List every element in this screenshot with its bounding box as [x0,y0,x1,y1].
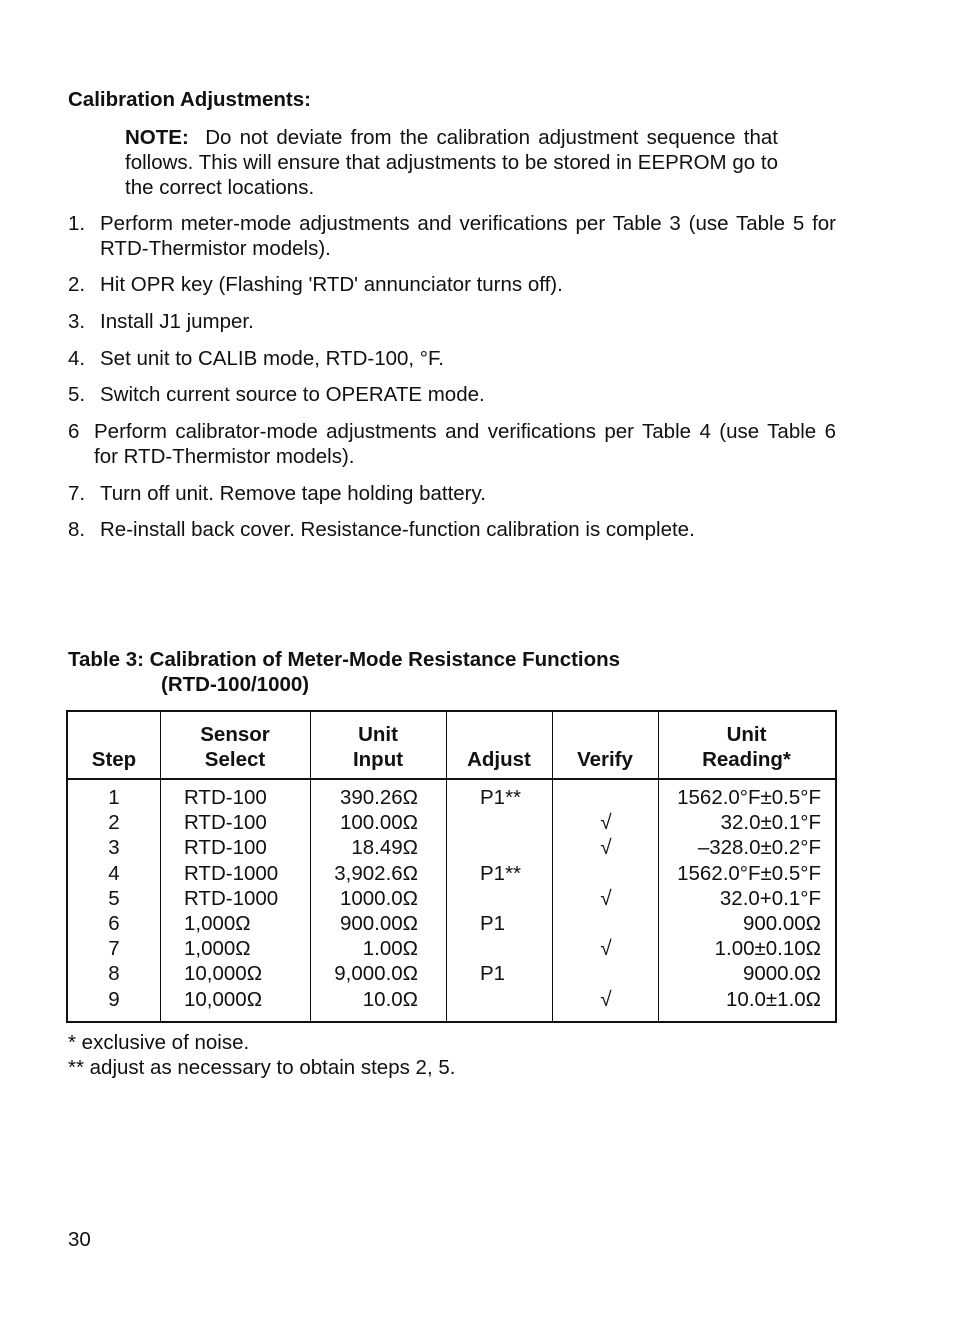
cell-sensor: 1,000Ω [184,937,251,961]
table-row [68,810,835,835]
list-item [68,419,836,469]
step-number: 7. [68,482,86,505]
note-paragraph [125,125,778,200]
list-item [68,382,836,407]
cell-verify: √ [600,836,612,860]
cell-reading: 10.0±1.0Ω [726,987,821,1011]
cell-step: 7 [108,937,120,961]
cell-reading: 1562.0°F±0.5°F [677,861,821,885]
header-divider [68,778,835,780]
cell-reading: 9000.0Ω [742,962,821,986]
footnote: ** adjust as necessary to obtain steps 2, 5. [68,1056,456,1079]
cell-sensor: RTD-100 [184,811,267,835]
step-number: 8. [68,518,86,541]
cell-step: 8 [108,962,120,986]
step-number: 4. [68,347,86,370]
cell-step: 5 [108,886,120,910]
table-caption [68,647,620,697]
cell-sensor: RTD-1000 [184,886,279,910]
table-row [68,835,835,860]
table-row [68,911,835,936]
step-number: 1. [68,212,86,235]
table-row [68,886,835,911]
footnote: * exclusive of noise. [68,1031,250,1054]
header-line: Unit [358,723,398,746]
step-text: Set unit to CALIB mode, RTD-100, °F. [100,347,444,370]
header-line: Select [204,748,266,771]
cell-input: 18.49Ω [351,836,418,860]
section-heading: Calibration Adjustments: [68,88,311,111]
cell-reading: 32.0+0.1°F [719,886,821,910]
cell-reading: 32.0±0.1°F [720,811,821,835]
step-text: Switch current source to OPERATE mode. [100,383,485,406]
cell-adjust: P1** [480,786,522,809]
cell-verify: √ [600,886,612,910]
cell-reading: –328.0±0.2°F [697,836,821,860]
table-row [68,785,835,810]
note-text: Do not deviate from the calibration adjustment sequence that follows. This will ensure that adjustments to be stored in EEPROM go to the correct locations. [125,126,778,199]
step-text: Re-install back cover. Resistance-function calibration is complete. [100,518,695,541]
page-number: 30 [68,1228,91,1251]
table-row [68,987,835,1012]
cell-sensor: 10,000Ω [184,987,263,1011]
cell-input: 1.00Ω [362,937,418,961]
table-caption-line: (RTD-100/1000) [161,673,310,696]
cell-input: 100.00Ω [339,811,418,835]
step-number: 3. [68,310,86,333]
cell-sensor: 1,000Ω [184,912,251,935]
cell-sensor: 10,000Ω [184,962,263,986]
table-row [68,961,835,986]
list-item [68,272,836,297]
cell-verify: √ [600,937,612,961]
cell-step: 3 [108,836,120,860]
table-row [68,861,835,886]
cell-step: 2 [108,811,120,835]
step-text: Perform calibrator-mode adjustments and verifications per Table 4 (use Table 6 for RTD-Thermistor models). [94,420,836,468]
list-item [68,309,836,334]
cell-adjust: P1 [480,912,506,935]
step-number: 6 [68,420,80,443]
cell-reading: 1562.0°F±0.5°F [677,786,821,809]
list-item [68,346,836,371]
cell-sensor: RTD-100 [184,836,267,860]
step-text: Install J1 jumper. [100,310,254,333]
cell-input: 900.00Ω [339,912,418,935]
cell-input: 390.26Ω [339,786,418,809]
cell-step: 9 [108,987,120,1011]
step-number: 2. [68,273,86,296]
header-line: Reading* [702,748,791,771]
table-caption-line: Table 3: Calibration of Meter-Mode Resistance Functions [68,648,621,671]
cell-input: 3,902.6Ω [334,861,418,885]
header-adjust: Adjust [467,748,531,771]
cell-verify: √ [600,811,612,835]
header-step: Step [91,748,137,771]
cell-verify: √ [600,987,612,1011]
cell-reading: 900.00Ω [742,912,821,935]
step-text: Perform meter-mode adjustments and verifications per Table 3 (use Table 5 for RTD-Thermistor models). [100,212,836,260]
step-text: Turn off unit. Remove tape holding battery. [100,482,486,505]
cell-input: 1000.0Ω [339,886,418,910]
list-item [68,481,836,506]
cell-step: 6 [108,912,120,935]
table-row [68,936,835,961]
header-line: Input [352,748,404,771]
cell-step: 4 [108,861,120,885]
cell-sensor: RTD-1000 [184,861,279,885]
cell-input: 9,000.0Ω [334,962,418,986]
header-line: Sensor [200,723,270,746]
header-input [310,722,446,772]
cell-adjust: P1 [480,962,506,986]
calibration-table [66,710,837,1023]
list-item [68,517,836,542]
step-number: 5. [68,383,86,406]
header-reading [658,722,835,772]
step-text: Hit OPR key (Flashing 'RTD' annunciator turns off). [100,273,563,296]
cell-step: 1 [108,786,120,809]
header-sensor [160,722,310,772]
cell-adjust: P1** [480,861,522,885]
cell-sensor: RTD-100 [184,786,267,809]
note-label: NOTE: [125,126,189,149]
header-line: Unit [726,723,767,746]
cell-input: 10.0Ω [362,987,418,1011]
cell-reading: 1.00±0.10Ω [714,937,821,961]
header-verify: Verify [577,748,633,771]
list-item [68,211,836,261]
